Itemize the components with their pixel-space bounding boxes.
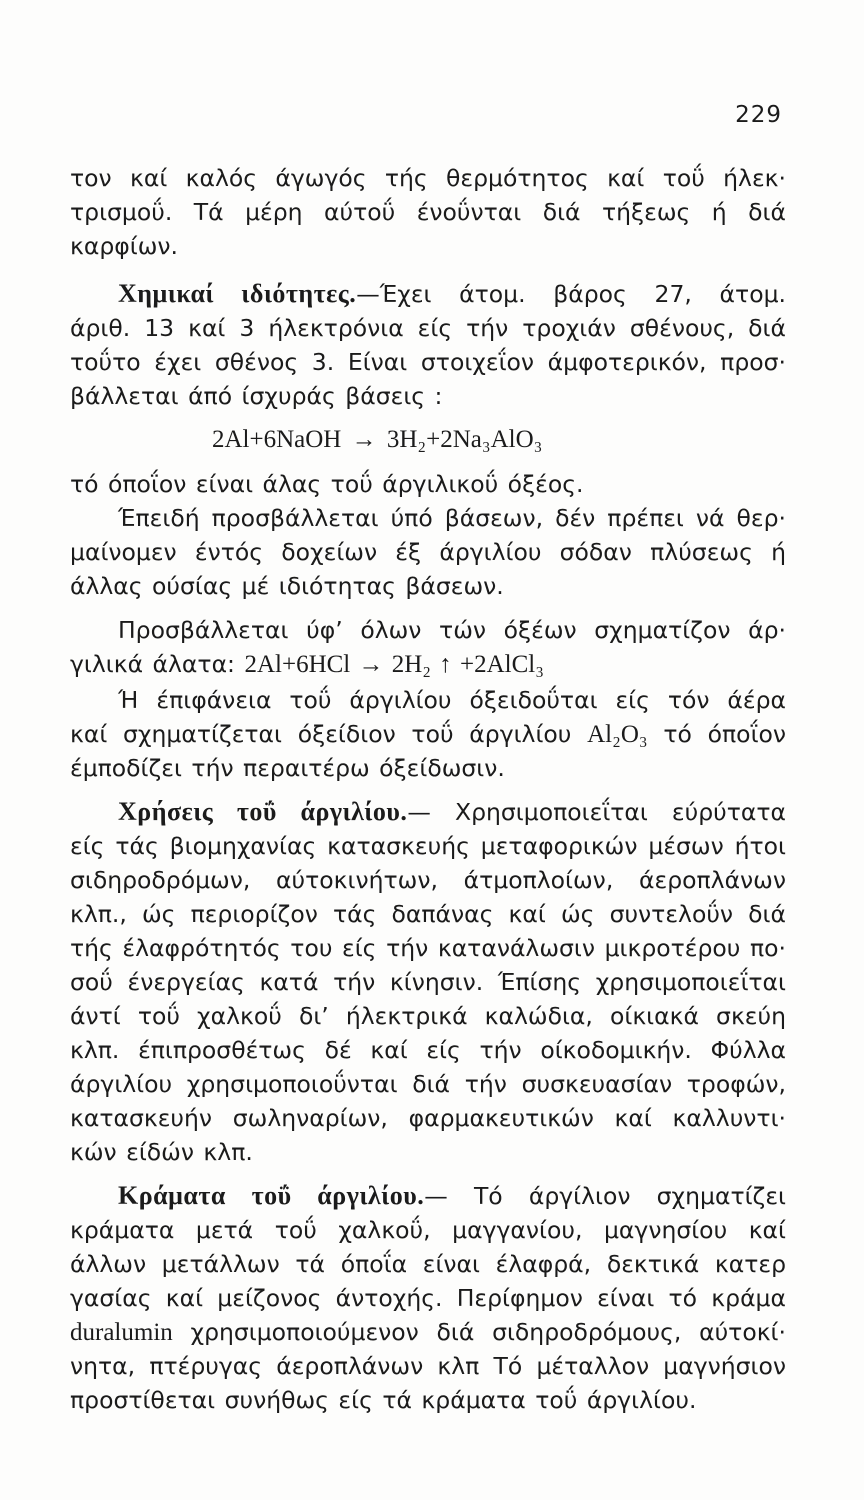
text-line: duralumin χρησιμοποιούμενον διά σιδηροδρόμους, αύτοκί·: [70, 1318, 786, 1346]
chemical-formula: Al₂O₃: [587, 721, 648, 748]
chemical-equation: 2Al+6NaOH → 3H₂+2Na₃AlO₃: [212, 426, 543, 453]
text-line: προστίθεται συνήθως είς τά κράματα τοΰ άργιλίου.: [70, 1386, 697, 1414]
text-line: άριθ. 13 καί 3 ήλεκτρόνια είς τήν τροχιάν σθένους, διά: [70, 314, 786, 342]
text-line: τό όποΐον είναι άλας τοΰ άργιλικοΰ όξέος.: [70, 470, 584, 498]
text-line: έμποδίζει τήν περαιτέρω όξείδωσιν.: [70, 754, 505, 782]
section-heading-line: Κράματα τοΰ άργιλίου.— Τό άργίλιον σχηματίζει: [118, 1181, 786, 1210]
text-line: νητα, πτέρυγας άεροπλάνων κλπ Τό μέταλλον μαγνήσιον: [70, 1352, 786, 1380]
text-line: σοΰ ένεργείας κατά τήν κίνησιν. Έπίσης χρησιμοποιεΐται: [70, 968, 786, 996]
section-heading: Κράματα τοΰ άργιλίου.: [118, 1181, 425, 1210]
text-line: τρισμοΰ. Τά μέρη αύτοΰ ένοΰνται διά τήξεως ή διά: [70, 198, 786, 226]
text-line: βάλλεται άπό ίσχυράς βάσεις :: [70, 382, 443, 410]
text-line: τής έλαφρότητός του είς τήν κατανάλωσιν μικροτέρου πο·: [70, 934, 786, 962]
section-heading: Χημικαί ιδιότητες.: [118, 279, 357, 308]
text-line: τον καί καλός άγωγός τής θερμότητος καί τοΰ ήλεκ·: [70, 164, 786, 192]
text-line: άντί τοΰ χαλκοΰ δι’ ήλεκτρικά καλώδια, οίκιακά σκεύη: [70, 1002, 786, 1030]
chemical-equation: 2Al+6HCl → 2H₂ ↑ +2AlCl₃: [244, 651, 544, 678]
page-number: 229: [735, 102, 782, 128]
text-line: Έπειδή προσβάλλεται ύπό βάσεων, δέν πρέπει νά θερ·: [118, 504, 786, 532]
text-line: Ή έπιφάνεια τοΰ άργιλίου όξειδοΰται είς τόν άέρα: [118, 686, 786, 714]
text-line: είς τάς βιομηχανίας κατασκευής μεταφορικών μέσων ήτοι: [70, 832, 786, 860]
text-line: σιδηροδρόμων, αύτοκινήτων, άτμοπλοίων, άεροπλάνων: [70, 866, 786, 894]
text-line: καρφίων.: [70, 232, 178, 260]
text-line: άλλας ούσίας μέ ιδιότητας βάσεων.: [70, 572, 504, 600]
text-line: καί σχηματίζεται όξείδιον τοΰ άργιλίου Al₂O₃ τό όποΐον: [70, 720, 786, 748]
text-line: Προσβάλλεται ύφ’ όλων τών όξέων σχηματίζον άρ·: [118, 616, 786, 644]
text-line: κών είδών κλπ.: [70, 1138, 253, 1166]
text-line: κράματα μετά τοΰ χαλκοΰ, μαγγανίου, μαγνησίου καί: [70, 1216, 786, 1244]
text-line: γιλικά άλατα: 2Al+6HCl → 2H₂ ↑ +2AlCl₃: [70, 650, 544, 678]
text-line: άλλων μετάλλων τά όποΐα είναι έλαφρά, δεκτικά κατερ: [70, 1250, 786, 1278]
text-line: γασίας καί μείζονος άντοχής. Περίφημον είναι τό κράμα: [70, 1284, 786, 1312]
text-line: κλπ. έπιπροσθέτως δέ καί είς τήν οίκοδομικήν. Φύλλα: [70, 1036, 786, 1064]
text-line: άργιλίου χρησιμοποιοΰνται διά τήν συσκευασίαν τροφών,: [70, 1070, 786, 1098]
text-line: κλπ., ώς περιορίζον τάς δαπάνας καί ώς συντελοΰν διά: [70, 900, 786, 928]
alloy-name: duralumin: [70, 1319, 173, 1346]
section-heading: Χρήσεις τοΰ άργιλίου.: [118, 797, 408, 826]
text-line: κατασκευήν σωληναρίων, φαρμακευτικών καί καλλυντι·: [70, 1104, 786, 1132]
section-heading-line: Χρήσεις τοΰ άργιλίου.— Χρησιμοποιεΐται εύρύτατα: [118, 797, 786, 826]
text-line: μαίνομεν έντός δοχείων έξ άργιλίου σόδαν πλύσεως ή: [70, 538, 786, 566]
text-line: τοΰτο έχει σθένος 3. Είναι στοιχεΐον άμφοτερικόν, προσ·: [70, 348, 786, 376]
section-heading-line: Χημικαί ιδιότητες.—Έχει άτομ. βάρος 27, άτομ.: [118, 279, 787, 308]
